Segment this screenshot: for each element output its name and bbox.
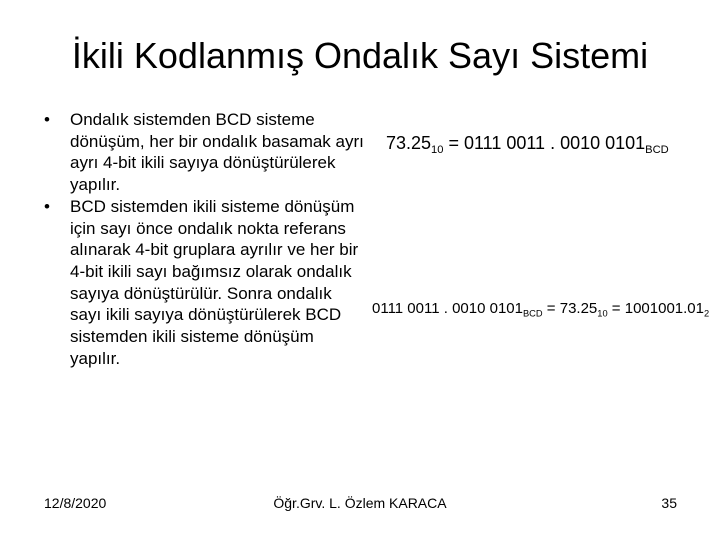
- bullet-item: [44, 109, 364, 196]
- equals-sign: =: [443, 133, 464, 153]
- bullet-marker: •: [44, 110, 50, 129]
- footer-page-number: 35: [661, 495, 677, 511]
- bullet-marker: •: [44, 196, 50, 216]
- slide-title: İkili Kodlanmış Ondalık Sayı Sistemi: [71, 35, 649, 76]
- binary-base: 2: [703, 308, 710, 319]
- decimal-base: 10: [431, 143, 444, 156]
- bcd-base: BCD: [645, 143, 669, 156]
- bullet-text: BCD sistemden ikili sisteme dönüşüm için sayı önce ondalık nokta referans alınarak 4-bit gruplara ayrılır ve her bir 4-bit ikili sayı bağımsız olarak ondalık sayıya dönüştürülür. Sonra ondalık sayı ikili sayıya dönüştürülerek BCD sistemden ikili sisteme dönüşüm yapılır.: [70, 196, 359, 368]
- bcd-value: 0111 0011 . 0010 0101: [372, 300, 523, 317]
- decimal-value: 73.25: [559, 300, 598, 317]
- binary-value: 1001001.01: [624, 300, 704, 317]
- decimal-value: 73.25: [386, 133, 432, 153]
- formula-bcd-to-binary: [372, 300, 709, 317]
- equals-sign: =: [542, 300, 560, 317]
- formula-decimal-to-bcd: [386, 133, 669, 154]
- equals-sign: =: [607, 300, 625, 317]
- bullet-text: Ondalık sistemden BCD sisteme dönüşüm, her bir ondalık basamak ayrı ayrı 4-bit ikili sayıya dönüştürülerek yapılır.: [70, 110, 364, 195]
- bullet-item: [44, 196, 364, 370]
- footer-author: Öğr.Grv. L. Özlem KARACA: [273, 495, 447, 511]
- bullet-list: [44, 109, 364, 369]
- bcd-value: 0111 0011 . 0010 0101: [463, 133, 646, 153]
- bcd-base: BCD: [522, 308, 543, 319]
- footer-date: 12/8/2020: [44, 495, 107, 511]
- decimal-base: 10: [597, 308, 608, 319]
